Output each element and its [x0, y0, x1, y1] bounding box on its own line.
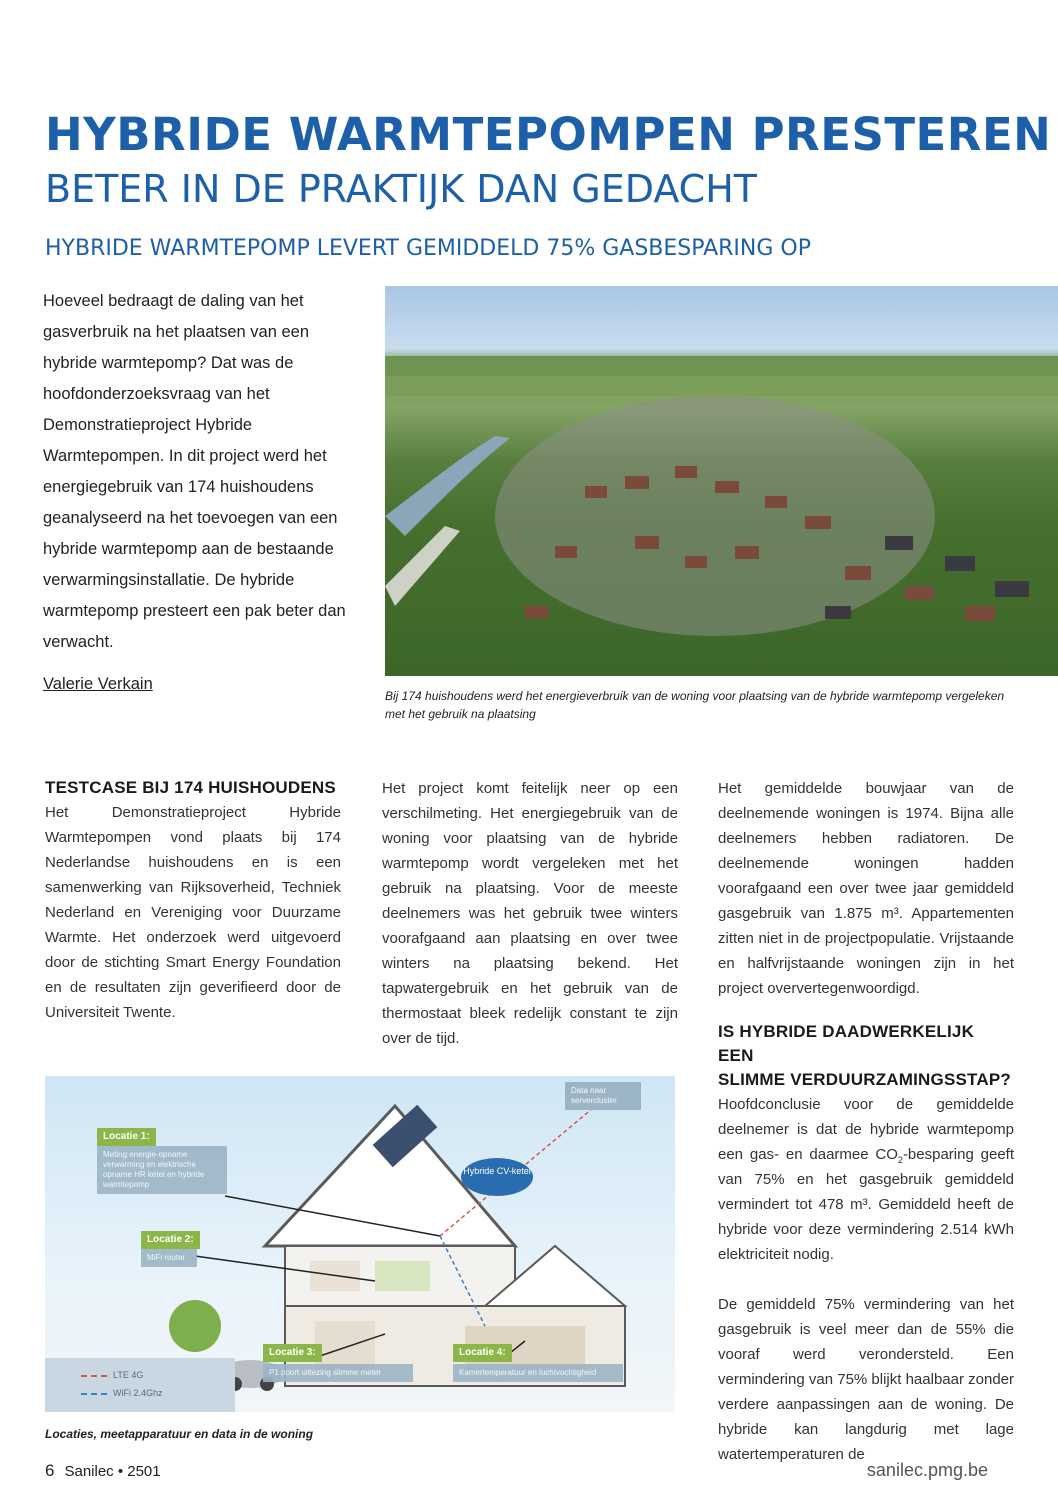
- data-server-tag: Data naar servercluster: [565, 1082, 641, 1110]
- section-heading-line2: SLIMME VERDUURZAMINGSSTAP?: [718, 1070, 1011, 1089]
- legend-lte: LTE 4G: [81, 1370, 143, 1380]
- photo-caption: Bij 174 huishoudens werd het energieverbruik van de woning voor plaatsing van de hybride warmtepomp vergeleken met het gebruik na plaatsing: [385, 689, 1005, 721]
- page-title: HYBRIDE WARMTEPOMPEN PRESTEREN: [45, 108, 1052, 161]
- legend-wifi: WiFi 2.4Ghz: [81, 1388, 163, 1398]
- footer-site-link[interactable]: sanilec.pmg.be: [866, 1460, 988, 1480]
- location-3-text: P1 poort uitlezing slimme meter: [263, 1364, 413, 1382]
- diagram-legend: [45, 1358, 235, 1412]
- hybrid-boiler-badge: Hybride CV-ketel: [461, 1158, 533, 1196]
- location-3-label: Locatie 3:: [263, 1344, 322, 1362]
- location-4-label: Locatie 4:: [453, 1344, 512, 1362]
- conclusion-paragraph: Hoofdconclusie voor de gemiddelde deelnemer is dat de hybride warmtepomp een gas- en daarmee $CO_2$-besparing geeft van 75% en het gasgebruik gemiddeld vermindert tot 478 m³. Gemiddeld heeft de hybride voor deze vermindering 2.514 kWh elektriciteit nodig.: [718, 1096, 1015, 1263]
- section-heading-hybride: [718, 1020, 1014, 1092]
- location-1-label: Locatie 1:: [97, 1128, 156, 1146]
- column-middle: [382, 776, 678, 1051]
- location-2-text: MiFi router: [141, 1249, 197, 1267]
- middle-paragraph: Het project komt feitelijk neer op een verschilmeting. Het energiegebruik van de woning voor plaatsing van de hybride warmtepomp wordt vergeleken met het gebruik na plaatsing. Voor de meeste deelnemers was het gebruik twee winters voorafgaand aan plaatsing en over twee winters na plaatsing bekend. Het tapwatergebruik en het gebruik van de thermostaat bleek redelijk constant te zijn over de tijd.: [382, 780, 678, 1047]
- lte-line-icon: [81, 1375, 107, 1377]
- location-1-text: Meting energie-opname verwarming en elektrische opname HR ketel en hybride warmtepomp: [97, 1146, 227, 1194]
- location-4-text: Kamertemperatuur en luchtvochtigheid: [453, 1364, 623, 1382]
- column-right-top: [718, 776, 1014, 1001]
- section-heading-testcase: TESTCASE BIJ 174 HUISHOUDENS: [45, 778, 336, 797]
- diagram-caption: Locaties, meetapparatuur en data in de woning: [45, 1427, 314, 1441]
- author-link[interactable]: Valerie Verkain: [43, 675, 153, 693]
- aerial-photo: [385, 286, 1058, 676]
- reduction-paragraph: De gemiddeld 75% vermindering van het gasgebruik is veel meer dan de 55% die vooraf werd verondersteld. Een vermindering van 75% blijkt haalbaar zonder verdere aanpassingen aan de woning. De hybride kan langdurig met lage watertemperaturen de: [718, 1296, 1015, 1463]
- wifi-line-icon: [81, 1393, 107, 1395]
- testcase-paragraph: Het Demonstratieproject Hybride Warmtepompen vond plaats bij 174 Nederlandse huishoudens en is een samenwerking van Rijksoverheid, Techniek Nederland en Vereniging voor Duurzame Warmte. Het onderzoek werd uitgevoerd door de stichting Smart Energy Foundation en de resultaten zijn geverifieerd door de Universiteit Twente.: [45, 804, 341, 1021]
- issue-label: Sanilec • 2501: [64, 1463, 161, 1480]
- column-testcase: [45, 776, 341, 1025]
- lead-heading: HYBRIDE WARMTEPOMP LEVERT GEMIDDELD 75% GASBESPARING OP: [45, 236, 812, 261]
- section-heading-line1: IS HYBRIDE DAADWERKELIJK EEN: [718, 1022, 975, 1065]
- location-2-label: Locatie 2:: [141, 1231, 200, 1249]
- column-right-bottom: [718, 1020, 1014, 1492]
- footer-issue: [45, 1461, 161, 1482]
- aerial-photo-illustration: [385, 286, 1058, 676]
- page-subtitle: BETER IN DE PRAKTIJK DAN GEDACHT: [45, 167, 757, 211]
- house-diagram: [45, 1076, 675, 1412]
- intro-paragraph: Hoeveel bedraagt de daling van het gasverbruik na het plaatsen van een hybride warmtepomp? Dat was de hoofdonderzoeksvraag van het Demonstratieproject Hybride Warmtepompen. In dit project werd het energiegebruik van 174 huishoudens geanalyseerd na het toevoegen van een hybride warmtepomp aan de bestaande verwarmingsinstallatie. De hybride warmtepomp presteert een pak beter dan verwacht.: [43, 292, 346, 651]
- page-number: 6: [45, 1461, 55, 1480]
- right-paragraph: Het gemiddelde bouwjaar van de deelnemende woningen is 1974. Bijna alle deelnemers hebben radiatoren. De deelnemende woningen hadden voorafgaand een over twee jaar gemiddeld gasgebruik van 1.875 m³. Appartementen zitten niet in de projectpopulatie. Vrijstaande en halfvrijstaande woningen zijn in het project oververtegenwoordigd.: [718, 780, 1014, 997]
